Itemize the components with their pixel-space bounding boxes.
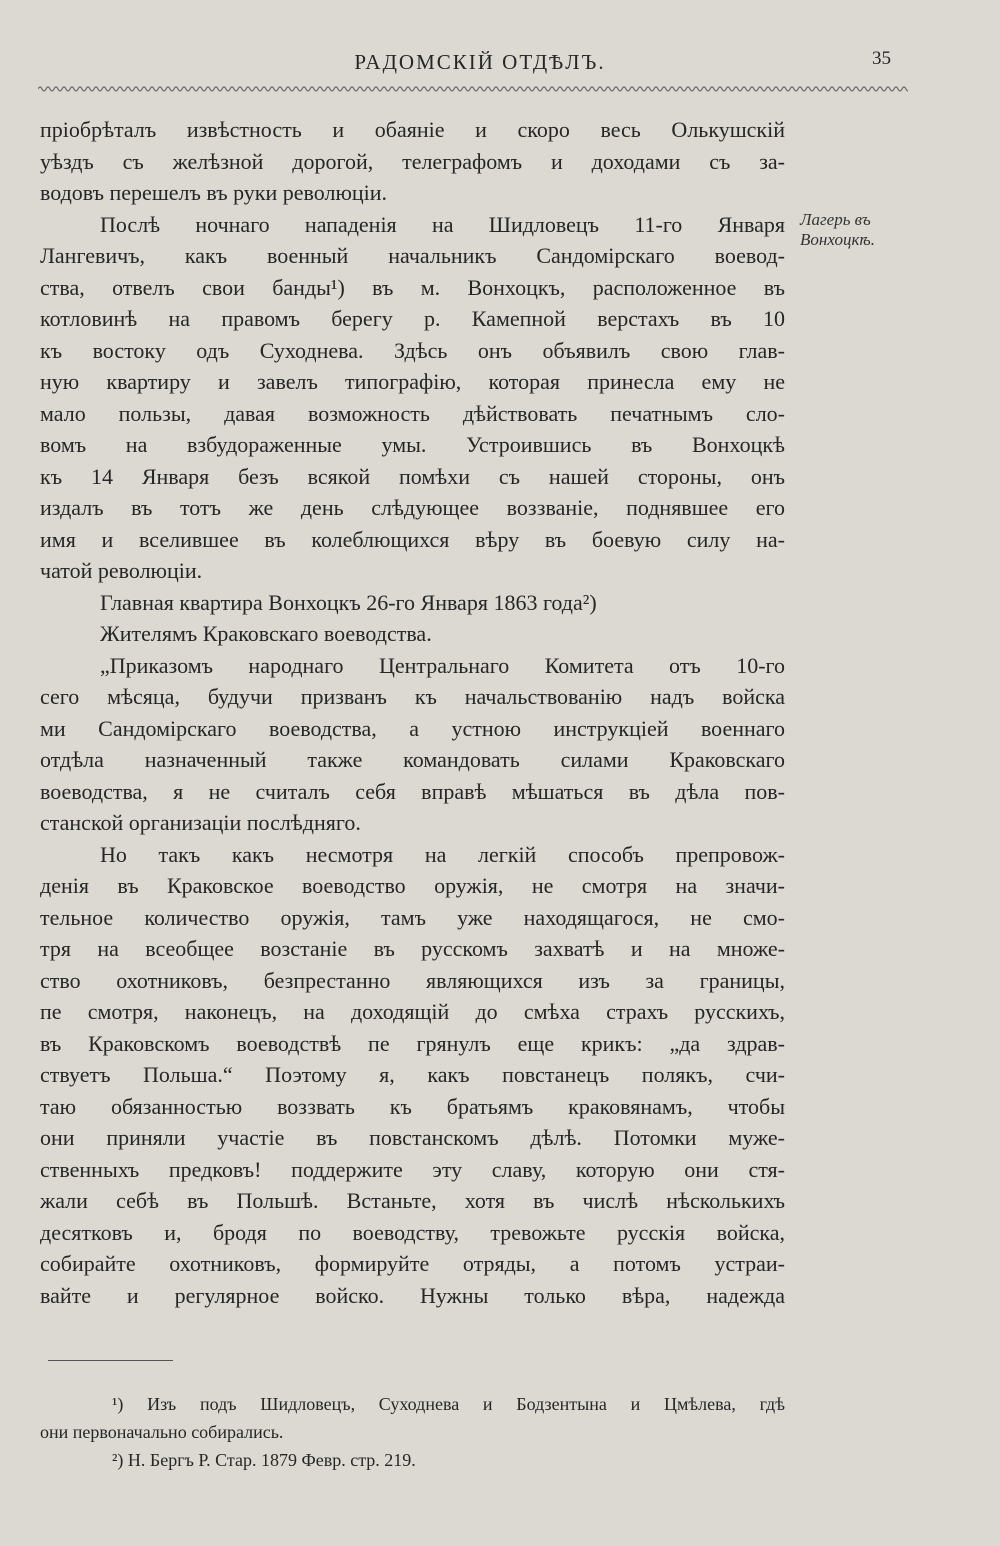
margin-note-line: Лагерь въ [800, 210, 871, 229]
text-line: въ Краковскомъ воеводствѣ пе грянулъ еще крикъ: „да здрав- [40, 1030, 785, 1056]
text-line: Главная квартира Вонхоцкъ 26-го Января 1863 года²) [100, 589, 597, 615]
page-number: 35 [872, 48, 891, 69]
text-line: ствуетъ Польша.“ Поэтому я, какъ повстанецъ полякъ, счи- [40, 1062, 785, 1087]
text-line: воеводства, я не считалъ себя вправѣ мѣшаться въ дѣла пов- [40, 778, 785, 804]
footnote-separator [48, 1360, 173, 1361]
text-line: котловинѣ на правомъ берегу р. Камепной верстахъ въ 10 [40, 306, 785, 331]
text-line: пріобрѣталъ извѣстность и обаяніе и скоро весь Олькушскій [40, 117, 785, 142]
text-line: издалъ въ тотъ же день слѣдующее воззваніе, поднявшее его [40, 495, 785, 520]
text-line: собирайте охотниковъ, формируйте отряды, а потомъ устраи- [40, 1251, 785, 1276]
text-line: десятковъ и, бродя по воеводству, тревожьте русскія войска, [40, 1219, 785, 1245]
footnote-line: ²) Н. Бергъ Р. Стар. 1879 Февр. стр. 219. [112, 1450, 416, 1470]
text-line: Послѣ ночнаго нападенія на Шидловецъ 11-го Января [100, 211, 785, 237]
text-line: уѣздъ съ желѣзной дорогой, телеграфомъ и доходами съ за- [40, 148, 785, 174]
footnote-line: они первоначально собирались. [40, 1422, 284, 1442]
running-head [0, 50, 1000, 78]
text-line: тря на всеобщее возстаніе въ русскомъ захватѣ и на множе- [40, 936, 785, 961]
footnotes [40, 1390, 785, 1474]
body-text [40, 114, 785, 1311]
text-line: денія въ Краковское воеводство оружія, не смотря на значи- [40, 873, 785, 898]
footnote-line: ¹) Изъ подъ Шидловецъ, Суходнева и Бодзентына и Цмѣлева, гдѣ [112, 1394, 785, 1414]
text-line: вайте и регулярное войско. Нужны только вѣра, надежда [40, 1282, 785, 1308]
wavy-rule-ornament [38, 84, 908, 94]
text-line: водовъ перешелъ въ руки революціи. [40, 180, 388, 205]
text-line: жали себѣ въ Польшѣ. Встаньте, хотя въ числѣ нѣсколькихъ [40, 1188, 785, 1213]
text-line: ную квартиру и завелъ типографію, которая принесла ему не [40, 369, 785, 394]
text-line: Но такъ какъ несмотря на легкій способъ препровож- [100, 841, 785, 867]
margin-note-line: Вонхоцкѣ. [800, 230, 875, 249]
text-line: вомъ на взбудораженные умы. Устроившись въ Вонхоцкѣ [40, 432, 785, 457]
text-line: пе смотря, наконецъ, на доходящій до смѣха страхъ русскихъ, [40, 999, 785, 1024]
text-line: ми Сандомірскаго воеводства, а устною инструкціей военнаго [40, 715, 785, 741]
text-line: Лангевичъ, какъ военный начальникъ Сандомірскаго воевод- [40, 243, 785, 268]
text-line: къ 14 Января безъ всякой помѣхи съ нашей стороны, онъ [40, 463, 785, 489]
text-line: къ востоку одъ Суходнева. Здѣсь онъ объявилъ свою глав- [40, 337, 785, 363]
text-line: Жителямъ Краковскаго воеводства. [100, 621, 432, 646]
text-line: „Приказомъ народнаго Центральнаго Комитета отъ 10-го [100, 652, 785, 678]
text-line: сего мѣсяца, будучи призванъ къ начальствованію надъ войска [40, 684, 785, 709]
text-line: ство охотниковъ, безпрестанно являющихся изъ за границы, [40, 967, 785, 993]
text-line: они приняли участіе въ повстанскомъ дѣлѣ. Потомки муже- [40, 1125, 785, 1150]
text-line: мало пользы, давая возможность дѣйствовать печатнымъ сло- [40, 400, 785, 426]
text-line: имя и вселившее въ колеблющихся вѣру въ боевую силу на- [40, 526, 785, 552]
text-line: отдѣла назначенный также командовать силами Краковскаго [40, 747, 785, 772]
text-line: чатой революціи. [40, 558, 203, 583]
text-line: тельное количество оружія, тамъ уже находящагося, не смо- [40, 904, 785, 930]
running-title: РАДОМСКІЙ ОТДѢЛЪ. [354, 50, 606, 74]
text-line: станской организаціи послѣдняго. [40, 810, 361, 835]
text-line: ства, отвелъ свои банды¹) въ м. Вонхоцкъ, расположенное въ [40, 274, 785, 300]
margin-note [800, 210, 910, 250]
text-line: ственныхъ предковъ! поддержите эту славу, которую они стя- [40, 1156, 785, 1182]
text-line: таю обязанностью воззвать къ братьямъ краковянамъ, чтобы [40, 1093, 785, 1119]
